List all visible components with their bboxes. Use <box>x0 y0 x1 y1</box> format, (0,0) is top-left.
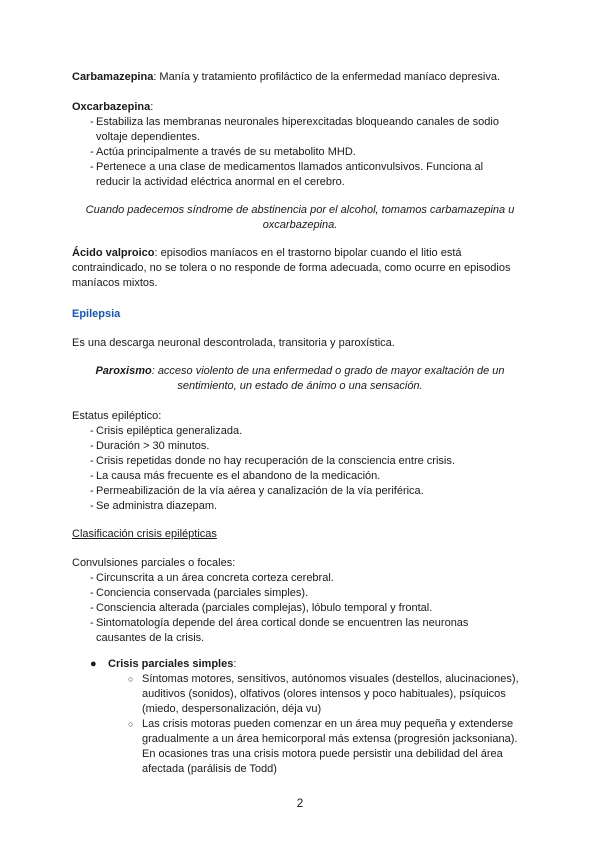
list-item: - Pertenece a una clase de medicamentos llamados anticonvulsivos. Funciona al reducir la actividad eléctrica anormal en el cerebro. <box>72 160 514 190</box>
list-item: ○ Las crisis motoras pueden comenzar en un área muy pequeña y extenderse gradualmente a un área hemicorporal más extensa (progresión jacksoniana). En ocasiones tras una crisis motora puede persistir una debilidad del área afectada (parálisis de Todd) <box>128 717 528 777</box>
list-item: - Se administra diazepam. <box>72 499 528 514</box>
crisis-simples-list <box>72 672 528 777</box>
valproico-term: Ácido valproico <box>72 247 155 259</box>
list-item: - Duración > 30 minutos. <box>72 439 528 454</box>
epilepsia-definition <box>72 336 528 351</box>
oxcarbazepina-term: Oxcarbazepina <box>72 101 151 113</box>
list-item: - Crisis epiléptica generalizada. <box>72 424 528 439</box>
crisis-simples-block <box>72 657 528 777</box>
carbamazepina-term: Carbamazepina <box>72 71 154 83</box>
list-item: - Permeabilización de la vía aérea y canalización de la vía periférica. <box>72 484 528 499</box>
section-title: Epilepsia <box>72 308 121 320</box>
list-item: - Crisis repetidas donde no hay recuperación de la consciencia entre crisis. <box>72 454 528 469</box>
estatus-title: Estatus epiléptico: <box>72 410 162 422</box>
bullet-icon: ● <box>90 658 97 670</box>
definition-text: Es una descarga neuronal descontrolada, transitoria y paroxística. <box>72 337 395 349</box>
crisis-simples-term: Crisis parciales simples <box>108 658 234 670</box>
valproico-text: : episodios maníacos en el trastorno bipolar cuando el litio está contraindicado, no se tolera o no responde de forma adecuada, como ocurre en episodios maníacos mixtos. <box>72 247 511 289</box>
carbamazepina-text: : Manía y tratamiento profiláctico de la enfermedad maníaco depresiva. <box>153 71 500 83</box>
clasificacion-heading <box>72 527 528 542</box>
list-item: - La causa más frecuente es el abandono de la medicación. <box>72 469 528 484</box>
paroxismo-term: Paroxismo <box>95 365 152 377</box>
list-item: - Conciencia conservada (parciales simples). <box>72 586 498 601</box>
section-epilepsia <box>72 307 528 322</box>
estatus-list <box>72 424 528 514</box>
crisis-simples-colon: : <box>233 658 237 670</box>
list-item: ○ Síntomas motores, sensitivos, autónomos visuales (destellos, alucinaciones), auditivos (sonidos), olfativos (olores intensos y poco habituales), psíquicos (miedo, despersonalización, déja vu) <box>128 672 528 717</box>
list-item: - Circunscrita a un área concreta corteza cerebral. <box>72 571 498 586</box>
list-item: - Consciencia alterada (parciales complejas), lóbulo temporal y frontal. <box>72 601 498 616</box>
convulsiones-title: Convulsiones parciales o focales: <box>72 557 236 569</box>
oxcarbazepina-colon: : <box>150 101 154 113</box>
clasificacion-title: Clasificación crisis epilépticas <box>72 528 217 540</box>
valproico-paragraph <box>72 246 528 291</box>
page-number: 2 <box>296 796 304 810</box>
list-item: - Estabiliza las membranas neuronales hiperexcitadas bloqueando canales de sodio voltaje dependientes. <box>72 115 514 145</box>
estatus-block <box>72 409 528 514</box>
list-item: - Sintomatología depende del área cortical donde se encuentren las neuronas causantes de la crisis. <box>72 616 498 646</box>
paroxismo-text: : acceso violento de una enfermedad o grado de mayor exaltación de un sentimiento, un estado de ánimo o una sensación. <box>151 365 505 392</box>
convulsiones-list <box>72 571 528 646</box>
alcohol-note-text: Cuando padecemos síndrome de abstinencia por el alcohol, tomamos carbamazepina u oxcarbazepina. <box>85 204 515 231</box>
oxcarbazepina-block <box>72 100 528 190</box>
convulsiones-block <box>72 556 528 646</box>
carbamazepina-paragraph <box>72 70 528 85</box>
oxcarbazepina-list <box>72 115 528 190</box>
alcohol-note <box>80 203 520 233</box>
list-item: - Actúa principalmente a través de su metabolito MHD. <box>72 145 514 160</box>
paroxismo-note <box>86 364 514 394</box>
